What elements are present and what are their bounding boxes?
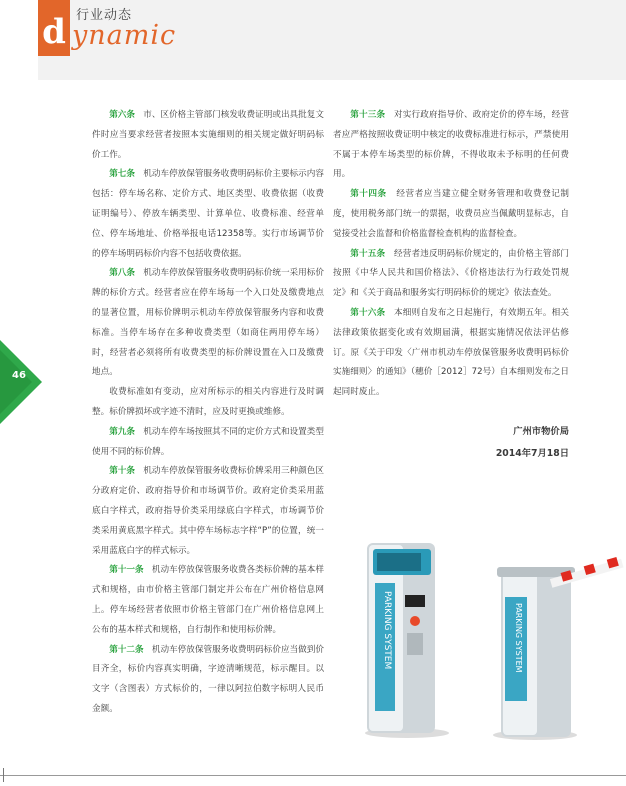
- ticket-button-icon: [410, 616, 420, 626]
- section-title-en: ynamic: [72, 20, 177, 51]
- footer-tick: [3, 768, 4, 782]
- signature-block: [333, 421, 569, 465]
- article-8: 第八条 机动车停放保管服务收费明码标价统一采用标价牌的标价方式。经营者应在停车场每一个入口处及缴费地点的显著位置，用标价牌明示机动车停放保管服务内容和收费标准。当停车场存在多种收费类型（如商住两用停车场）时，经营者必须将所有收费类型的标价牌设置在入口及缴费地点。: [92, 268, 324, 378]
- right-column: [333, 106, 569, 465]
- page-number: 46: [12, 370, 26, 381]
- parking-system-photo: [355, 535, 625, 745]
- article-13: 第十三条 对实行政府指导价、政府定价的停车场，经营者应严格按照收费证明中核定的收费标准进行标示，严禁使用不属于本停车场类型的标价牌，不得收取未予标明的任何费用。: [333, 110, 569, 180]
- issue-date: 2014年7月18日: [495, 447, 569, 459]
- article-12: 第十二条 机动车停放保管服务收费明码标价应当做到价目齐全，标价内容真实明确，字迹清晰规范，标示醒目。以文字（含图表）方式标价的，一律以阿拉伯数字标明人民币金额。: [92, 644, 324, 714]
- section-logo-letter: d: [38, 0, 70, 56]
- section-title-cn: 行业动态: [76, 8, 133, 23]
- article-7: 第七条 机动车停放保管服务收费明码标价主要标示内容包括：停车场名称、定价方式、地区类型、收费依据（收费证明编号）、停放车辆类型、计算单位、收费标准、经营单位、停车场地址、价格举报电话12358等。实行市场调节价的停车场明码标价内容不包括收费依据。: [92, 169, 324, 259]
- gate-brand-label: PARKING SYSTEM: [514, 603, 523, 673]
- article-6: 第六条 市、区价格主管部门核发收费证明或出具批复文件时应当要求经营者按照本实施细则的相关规定做好明码标价工作。: [92, 110, 324, 160]
- article-15: 第十五条 经营者违反明码标价规定的，由价格主管部门按照《中华人民共和国价格法》、《价格违法行为行政处罚规定》和《关于商品和服务实行明码标价的规定》依法查处。: [333, 248, 569, 299]
- machine-brand-label: PARKING SYSTEM: [382, 591, 392, 670]
- article-11: 第十一条 机动车停放保管服务收费各类标价牌的基本样式和规格，由市价格主管部门制定并公布在广州价格信息网上。停车场经营者依照市价格主管部门在广州价格信息网上公布的基本样式和规格，自行制作和使用标价牌。: [92, 565, 324, 635]
- issuing-authority: 广州市物价局: [513, 425, 569, 437]
- left-column: [92, 106, 324, 720]
- ticket-slot-icon: [405, 595, 425, 607]
- page-number-tab: [0, 340, 42, 424]
- footer-rule: [0, 775, 626, 776]
- article-9: 第九条 机动车停车场按照其不同的定价方式和设置类型使用不同的标价牌。: [92, 426, 324, 457]
- article-10: 第十条 机动车停放保管服务收费标价牌采用三种颜色区分政府定价、政府指导价和市场调节价。政府定价类采用蓝底白字样式，政府指导价类采用绿底白字样式，市场调节价类采用黄底黑字样式。其中停车场标志字样“P”的位置，统一采用蓝底白字的样式标示。: [92, 466, 324, 556]
- masthead: [0, 0, 626, 80]
- article-8-paragraph-2: 收费标准如有变动，应对所标示的相关内容进行及时调整。标价牌损坏或字迹不清时，应及时更换或维修。: [92, 387, 324, 417]
- article-16: 第十六条 本细则自发布之日起施行，有效期五年。相关法律政策依据变化或有效期届满，根据实施情况依法评估修订。原《关于印发〈广州市机动车停放保管服务收费明码标价实施细则〉的通知》（穗价［2012］72号）自本细则发布之日起同时废止。: [333, 307, 569, 398]
- article-14: 第十四条 经营者应当建立健全财务管理和收费登记制度，使用税务部门统一的票据，收费员应当佩戴明显标志，自觉接受社会监督和价格监督检查机构的监督检查。: [333, 189, 569, 239]
